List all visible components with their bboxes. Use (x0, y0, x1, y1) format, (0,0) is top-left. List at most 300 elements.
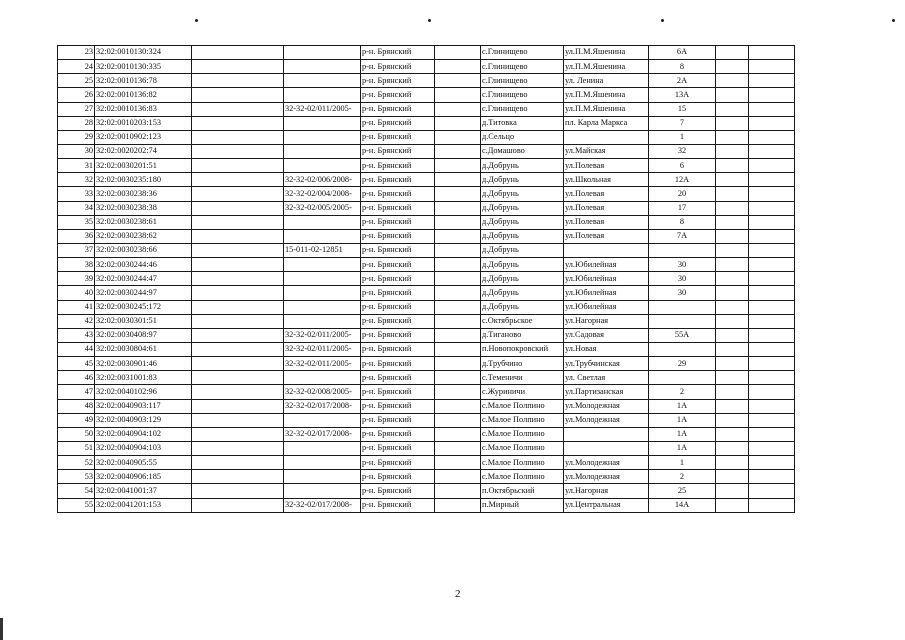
cell-street: ул.Юбилейная (564, 272, 649, 286)
cell-district: р-н. Брянский (361, 243, 435, 257)
cell-col-10 (716, 456, 749, 470)
table-row (58, 229, 795, 243)
cell-house-number: 2 (649, 385, 716, 399)
cell-registration-number: 32-32-02/011/2005- (284, 342, 361, 356)
cell-col-6 (435, 215, 481, 229)
cell-settlement: д.Трубчино (481, 357, 564, 371)
cell-cadastral-number: 32:02:0010130:335 (95, 60, 192, 74)
cell-col-3 (192, 272, 284, 286)
cell-col-6 (435, 243, 481, 257)
cell-street: ул.Партизанская (564, 385, 649, 399)
cell-col-11 (749, 229, 795, 243)
cell-house-number (649, 371, 716, 385)
cell-settlement: с.Журиничи (481, 385, 564, 399)
cell-house-number: 17 (649, 201, 716, 215)
cell-col-11 (749, 357, 795, 371)
cell-registration-number (284, 144, 361, 158)
table-row (58, 102, 795, 116)
table-row (58, 300, 795, 314)
cell-col-6 (435, 484, 481, 498)
cell-col-3 (192, 385, 284, 399)
cell-settlement: с.Малое Полпино (481, 399, 564, 413)
cell-col-10 (716, 46, 749, 60)
cell-district: р-н. Брянский (361, 229, 435, 243)
cell-house-number (649, 342, 716, 356)
cell-row-number: 45 (58, 357, 95, 371)
cell-registration-number: 32-32-02/006/2008- (284, 173, 361, 187)
cell-cadastral-number: 32:02:0040903:117 (95, 399, 192, 413)
cell-settlement: д.Добрунь (481, 286, 564, 300)
cell-district: р-н. Брянский (361, 88, 435, 102)
cell-col-11 (749, 456, 795, 470)
cell-house-number: 7 (649, 116, 716, 130)
cell-cadastral-number: 32:02:0030201:51 (95, 159, 192, 173)
cell-district: р-н. Брянский (361, 484, 435, 498)
cell-registration-number (284, 215, 361, 229)
cell-col-6 (435, 427, 481, 441)
cell-col-6 (435, 258, 481, 272)
cell-cadastral-number: 32:02:0010130:324 (95, 46, 192, 60)
cell-district: р-н. Брянский (361, 314, 435, 328)
cell-district: р-н. Брянский (361, 328, 435, 342)
cell-col-6 (435, 187, 481, 201)
cell-col-11 (749, 258, 795, 272)
cell-settlement: д.Добрунь (481, 215, 564, 229)
cell-registration-number: 32-32-02/008/2005- (284, 385, 361, 399)
cell-col-10 (716, 74, 749, 88)
cell-street: ул.Молодежная (564, 413, 649, 427)
cell-col-3 (192, 258, 284, 272)
cell-col-10 (716, 60, 749, 74)
cell-cadastral-number: 32:02:0010902:123 (95, 130, 192, 144)
cell-col-10 (716, 300, 749, 314)
cell-street: пл. Карла Маркса (564, 116, 649, 130)
cell-settlement: с.Глинищево (481, 88, 564, 102)
cell-cadastral-number: 32:02:0040905:55 (95, 456, 192, 470)
cell-registration-number (284, 314, 361, 328)
cell-col-3 (192, 399, 284, 413)
cell-street: ул.Полевая (564, 215, 649, 229)
cell-district: р-н. Брянский (361, 258, 435, 272)
cell-street: ул.Юбилейная (564, 286, 649, 300)
cell-cadastral-number: 32:02:0041201:153 (95, 498, 192, 512)
cell-cadastral-number: 32:02:0040102:96 (95, 385, 192, 399)
cell-col-3 (192, 314, 284, 328)
cell-cadastral-number: 32:02:0030901:46 (95, 357, 192, 371)
cell-col-10 (716, 399, 749, 413)
cell-settlement: д.Добрунь (481, 243, 564, 257)
cell-street: ул.Юбилейная (564, 258, 649, 272)
cell-col-11 (749, 399, 795, 413)
cell-row-number: 47 (58, 385, 95, 399)
cell-district: р-н. Брянский (361, 456, 435, 470)
cell-col-10 (716, 272, 749, 286)
cell-col-11 (749, 74, 795, 88)
cell-row-number: 32 (58, 173, 95, 187)
cell-settlement: д.Добрунь (481, 173, 564, 187)
cell-registration-number (284, 456, 361, 470)
cell-settlement: д.Добрунь (481, 300, 564, 314)
cell-district: р-н. Брянский (361, 286, 435, 300)
cell-col-11 (749, 427, 795, 441)
cell-registration-number: 32-32-02/011/2005- (284, 357, 361, 371)
cell-street: ул.П.М.Яшенина (564, 102, 649, 116)
cell-col-11 (749, 88, 795, 102)
cell-house-number: 6 (649, 159, 716, 173)
cell-row-number: 33 (58, 187, 95, 201)
cell-house-number: 32 (649, 144, 716, 158)
cell-col-10 (716, 470, 749, 484)
cell-registration-number (284, 470, 361, 484)
table-row (58, 385, 795, 399)
cell-settlement: п.Октябрьский (481, 484, 564, 498)
cell-street: ул.Новая (564, 342, 649, 356)
cell-row-number: 24 (58, 60, 95, 74)
cell-house-number: 14А (649, 498, 716, 512)
cell-house-number (649, 314, 716, 328)
cell-col-6 (435, 60, 481, 74)
cell-col-3 (192, 187, 284, 201)
cell-col-6 (435, 102, 481, 116)
cell-street: ул.Садовая (564, 328, 649, 342)
cell-house-number: 7А (649, 229, 716, 243)
cell-col-3 (192, 342, 284, 356)
cell-registration-number: 32-32-02/005/2005- (284, 201, 361, 215)
cell-house-number: 6А (649, 46, 716, 60)
cell-settlement: п.Новопокровский (481, 342, 564, 356)
cell-house-number: 2 (649, 470, 716, 484)
cell-col-10 (716, 130, 749, 144)
cell-cadastral-number: 32:02:0030238:36 (95, 187, 192, 201)
cell-street: ул.Полевая (564, 187, 649, 201)
cell-col-3 (192, 74, 284, 88)
cell-registration-number (284, 116, 361, 130)
cell-house-number: 25 (649, 484, 716, 498)
table-row (58, 272, 795, 286)
cell-settlement: д.Добрунь (481, 187, 564, 201)
cell-col-10 (716, 144, 749, 158)
cell-house-number: 15 (649, 102, 716, 116)
cell-district: р-н. Брянский (361, 470, 435, 484)
cell-registration-number (284, 60, 361, 74)
cell-registration-number (284, 229, 361, 243)
cell-district: р-н. Брянский (361, 102, 435, 116)
cell-registration-number: 32-32-02/011/2005- (284, 328, 361, 342)
cell-col-6 (435, 173, 481, 187)
cell-col-3 (192, 413, 284, 427)
cell-house-number: 1А (649, 427, 716, 441)
cell-settlement: д.Добрунь (481, 159, 564, 173)
cell-col-3 (192, 441, 284, 455)
cell-row-number: 30 (58, 144, 95, 158)
cell-settlement: с.Малое Полпино (481, 413, 564, 427)
table-row (58, 441, 795, 455)
cell-col-6 (435, 144, 481, 158)
cell-registration-number (284, 272, 361, 286)
cell-row-number: 48 (58, 399, 95, 413)
cell-col-11 (749, 243, 795, 257)
cell-settlement: с.Глинищево (481, 102, 564, 116)
cell-col-11 (749, 328, 795, 342)
table-row (58, 357, 795, 371)
cell-house-number (649, 300, 716, 314)
cell-settlement: с.Малое Полпино (481, 456, 564, 470)
cell-col-6 (435, 498, 481, 512)
cell-col-6 (435, 328, 481, 342)
cell-cadastral-number: 32:02:0040906:185 (95, 470, 192, 484)
cell-col-3 (192, 328, 284, 342)
cell-col-10 (716, 243, 749, 257)
cell-registration-number (284, 130, 361, 144)
cell-col-10 (716, 258, 749, 272)
cell-col-3 (192, 60, 284, 74)
cell-registration-number (284, 484, 361, 498)
cell-house-number: 8 (649, 215, 716, 229)
cell-registration-number (284, 88, 361, 102)
cell-col-6 (435, 74, 481, 88)
cell-registration-number (284, 286, 361, 300)
cell-col-11 (749, 314, 795, 328)
cell-settlement: с.Домашово (481, 144, 564, 158)
cell-settlement: д.Добрунь (481, 201, 564, 215)
cell-registration-number (284, 413, 361, 427)
cell-cadastral-number: 32:02:0030238:62 (95, 229, 192, 243)
table-row (58, 159, 795, 173)
cell-col-11 (749, 371, 795, 385)
cell-street: ул.Молодежная (564, 456, 649, 470)
cell-registration-number (284, 159, 361, 173)
cell-col-3 (192, 130, 284, 144)
cell-registration-number: 32-32-02/004/2008- (284, 187, 361, 201)
table-row (58, 60, 795, 74)
cell-street: ул.Полевая (564, 229, 649, 243)
cell-col-3 (192, 300, 284, 314)
cell-row-number: 39 (58, 272, 95, 286)
cell-col-3 (192, 470, 284, 484)
cell-district: р-н. Брянский (361, 187, 435, 201)
cell-district: р-н. Брянский (361, 74, 435, 88)
cell-district: р-н. Брянский (361, 413, 435, 427)
cell-street: ул.Школьная (564, 173, 649, 187)
cell-district: р-н. Брянский (361, 272, 435, 286)
cell-district: р-н. Брянский (361, 371, 435, 385)
table-row (58, 427, 795, 441)
cell-col-10 (716, 342, 749, 356)
cell-row-number: 54 (58, 484, 95, 498)
cell-house-number: 2А (649, 74, 716, 88)
cell-registration-number: 32-32-02/017/2008- (284, 498, 361, 512)
register-table (57, 45, 795, 513)
cell-col-10 (716, 229, 749, 243)
cell-house-number: 1А (649, 441, 716, 455)
cell-district: р-н. Брянский (361, 201, 435, 215)
cell-cadastral-number: 32:02:0030804:61 (95, 342, 192, 356)
register-table-body (58, 46, 795, 513)
cell-col-3 (192, 46, 284, 60)
cell-street: ул.Майская (564, 144, 649, 158)
cell-col-10 (716, 88, 749, 102)
cell-row-number: 53 (58, 470, 95, 484)
cell-street: ул.П.М.Яшенина (564, 60, 649, 74)
cell-col-10 (716, 498, 749, 512)
cell-col-10 (716, 413, 749, 427)
cell-street: ул.Молодежная (564, 399, 649, 413)
cell-col-6 (435, 456, 481, 470)
cell-col-6 (435, 385, 481, 399)
cell-row-number: 52 (58, 456, 95, 470)
cell-col-11 (749, 187, 795, 201)
cell-col-11 (749, 484, 795, 498)
cell-col-10 (716, 201, 749, 215)
cell-house-number: 1А (649, 399, 716, 413)
table-row (58, 130, 795, 144)
table-row (58, 484, 795, 498)
cell-col-6 (435, 130, 481, 144)
cell-street: ул.Полевая (564, 159, 649, 173)
cell-settlement: с.Малое Полпино (481, 427, 564, 441)
cell-col-10 (716, 286, 749, 300)
cell-col-6 (435, 441, 481, 455)
cell-col-11 (749, 385, 795, 399)
cell-col-10 (716, 116, 749, 130)
cell-cadastral-number: 32:02:0030244:46 (95, 258, 192, 272)
cell-col-6 (435, 286, 481, 300)
cell-settlement: п.Мирный (481, 498, 564, 512)
cell-house-number: 12А (649, 173, 716, 187)
cell-registration-number (284, 74, 361, 88)
cell-col-3 (192, 498, 284, 512)
cell-registration-number: 32-32-02/017/2008- (284, 427, 361, 441)
cell-col-10 (716, 314, 749, 328)
cell-col-11 (749, 470, 795, 484)
cell-street: ул.Нагорная (564, 314, 649, 328)
cell-col-11 (749, 215, 795, 229)
cell-col-3 (192, 456, 284, 470)
cell-col-10 (716, 357, 749, 371)
cell-registration-number (284, 371, 361, 385)
cell-district: р-н. Брянский (361, 60, 435, 74)
cell-cadastral-number: 32:02:0030238:66 (95, 243, 192, 257)
cell-cadastral-number: 32:02:0010136:78 (95, 74, 192, 88)
cell-col-6 (435, 314, 481, 328)
cell-col-11 (749, 201, 795, 215)
page-number: 2 (455, 588, 461, 600)
cell-row-number: 50 (58, 427, 95, 441)
cell-settlement: д.Титовка (481, 116, 564, 130)
cell-row-number: 28 (58, 116, 95, 130)
table-row (58, 413, 795, 427)
cell-col-10 (716, 328, 749, 342)
table-row (58, 498, 795, 512)
cell-house-number: 1А (649, 413, 716, 427)
cell-col-11 (749, 342, 795, 356)
table-row (58, 342, 795, 356)
cell-col-3 (192, 159, 284, 173)
cell-col-10 (716, 187, 749, 201)
cell-row-number: 25 (58, 74, 95, 88)
cell-cadastral-number: 32:02:0010136:82 (95, 88, 192, 102)
cell-district: р-н. Брянский (361, 46, 435, 60)
cell-col-10 (716, 371, 749, 385)
cell-cadastral-number: 32:02:0030244:47 (95, 272, 192, 286)
table-row (58, 116, 795, 130)
cell-street: ул.П.М.Яшенина (564, 88, 649, 102)
table-row (58, 399, 795, 413)
cell-district: р-н. Брянский (361, 427, 435, 441)
cell-settlement: с.Глинищево (481, 46, 564, 60)
cell-col-6 (435, 300, 481, 314)
cell-house-number: 1 (649, 130, 716, 144)
cell-registration-number (284, 300, 361, 314)
table-row (58, 201, 795, 215)
cell-cadastral-number: 32:02:0030238:61 (95, 215, 192, 229)
cell-col-6 (435, 371, 481, 385)
cell-house-number: 13А (649, 88, 716, 102)
cell-col-11 (749, 144, 795, 158)
cell-settlement: д.Добрунь (481, 258, 564, 272)
cell-street: ул.П.М.Яшенина (564, 46, 649, 60)
table-row (58, 243, 795, 257)
cell-cadastral-number: 32:02:0010136:83 (95, 102, 192, 116)
cell-col-3 (192, 243, 284, 257)
cell-col-10 (716, 484, 749, 498)
cell-col-11 (749, 173, 795, 187)
cell-col-11 (749, 441, 795, 455)
scan-dot-3 (661, 19, 664, 22)
cell-row-number: 26 (58, 88, 95, 102)
cell-cadastral-number: 32:02:0030245:172 (95, 300, 192, 314)
cell-street: ул.Нагорная (564, 484, 649, 498)
scan-edge-mark (0, 618, 3, 640)
cell-col-3 (192, 427, 284, 441)
cell-cadastral-number: 32:02:0030238:38 (95, 201, 192, 215)
cell-row-number: 31 (58, 159, 95, 173)
cell-col-6 (435, 413, 481, 427)
cell-row-number: 27 (58, 102, 95, 116)
cell-col-11 (749, 300, 795, 314)
table-row (58, 144, 795, 158)
cell-cadastral-number: 32:02:0031001:83 (95, 371, 192, 385)
cell-street (564, 441, 649, 455)
cell-street: ул.Центральная (564, 498, 649, 512)
cell-house-number: 29 (649, 357, 716, 371)
cell-registration-number (284, 46, 361, 60)
cell-row-number: 36 (58, 229, 95, 243)
cell-cadastral-number: 32:02:0010203:153 (95, 116, 192, 130)
cell-district: р-н. Брянский (361, 159, 435, 173)
cell-col-3 (192, 484, 284, 498)
cell-col-11 (749, 498, 795, 512)
cell-settlement: д.Добрунь (481, 272, 564, 286)
cell-row-number: 46 (58, 371, 95, 385)
cell-registration-number: 32-32-02/017/2008- (284, 399, 361, 413)
cell-col-11 (749, 272, 795, 286)
table-row (58, 314, 795, 328)
scan-dot-2 (428, 19, 431, 22)
table-row (58, 88, 795, 102)
cell-col-10 (716, 215, 749, 229)
table-row (58, 470, 795, 484)
table-row (58, 46, 795, 60)
table-row (58, 286, 795, 300)
cell-row-number: 44 (58, 342, 95, 356)
cell-settlement: д.Сельцо (481, 130, 564, 144)
cell-house-number: 30 (649, 258, 716, 272)
cell-col-11 (749, 60, 795, 74)
cell-row-number: 35 (58, 215, 95, 229)
cell-cadastral-number: 32:02:0040904:103 (95, 441, 192, 455)
cell-col-10 (716, 441, 749, 455)
